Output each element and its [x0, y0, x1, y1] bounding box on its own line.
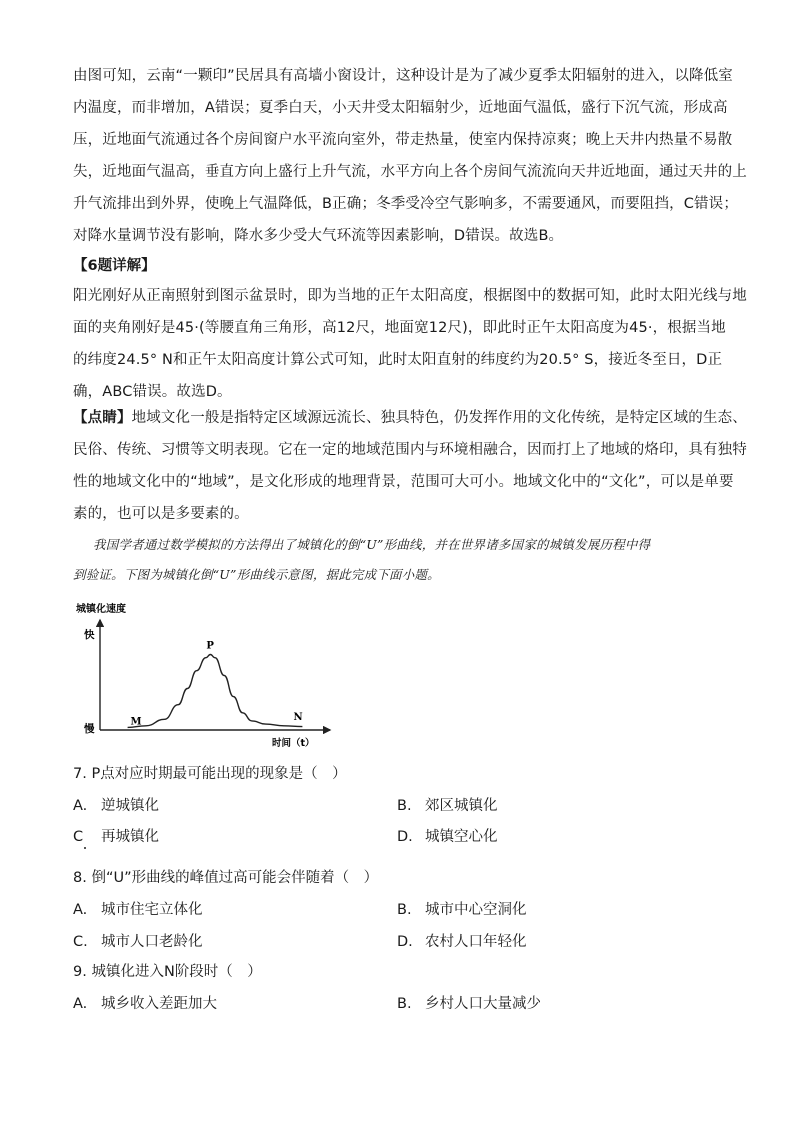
y-axis-label: 城镇化速度	[76, 604, 126, 615]
q6-header: 【6题详解】	[73, 258, 156, 274]
text-line: 升气流排出到外界，使晚上气温降低，B正确；冬季受冷空气影响多，不需要通风，而要阻挡，C错误；	[73, 196, 738, 212]
text-line: 素的，也可以是多要素的。	[73, 506, 249, 522]
key-point	[73, 402, 747, 530]
y-tick-slow: 慢	[84, 723, 95, 735]
q7-option-c[interactable]	[73, 826, 159, 848]
text-line: 阳光刚好从正南照射到图示盆景时，即为当地的正午太阳高度，根据图中的数据可知，此时太阳光线与地	[73, 288, 747, 304]
urbanization-curve-chart	[72, 598, 342, 753]
q6-explanation	[73, 280, 747, 408]
key-point-first-line: 地域文化一般是指特定区域源远流长、独具特色，仍发挥作用的文化传统，是特定区域的生态、	[131, 410, 747, 426]
option-letter: B.	[397, 798, 412, 814]
x-axis-label: 时间（t）	[272, 738, 315, 749]
text-line: 由图可知，云南“一颗印”民居具有高墙小窗设计，这种设计是为了减少夏季太阳辐射的进入，以降低室	[73, 68, 733, 84]
q8-option-b[interactable]	[397, 899, 527, 921]
option-letter: A.	[73, 996, 88, 1012]
option-text: 再城镇化	[101, 829, 159, 845]
q8-option-a[interactable]	[73, 899, 203, 921]
option-text: 乡村人口大量减少	[425, 996, 541, 1012]
option-text: 城镇空心化	[425, 829, 498, 845]
option-text: 城市中心空洞化	[425, 902, 527, 918]
point-label-m: M	[130, 716, 142, 728]
point-label-n: N	[293, 712, 303, 724]
q7-option-a[interactable]	[73, 795, 159, 817]
key-point-tag: 【点睛】	[73, 410, 132, 426]
text-line: 的纬度24.5° N和正午太阳高度计算公式可知，此时太阳直射的纬度约为20.5° S，接近冬至日，D正	[73, 352, 723, 368]
option-text: 逆城镇化	[101, 798, 159, 814]
text-line: 到验证。下图为城镇化倒“U”形曲线示意图，据此完成下面小题。	[73, 567, 440, 582]
text-line: 内温度，而非增加，A错误；夏季白天，小天井受太阳辐射少，近地面气温低，盛行下沉气流，形成高	[73, 100, 728, 116]
y-tick-fast: 快	[84, 629, 95, 641]
q9-option-a[interactable]	[73, 993, 217, 1015]
text-line: 确，ABC错误。故选D。	[73, 384, 232, 400]
q7-option-b[interactable]	[397, 795, 498, 817]
q8-option-c[interactable]	[73, 931, 203, 953]
question-intro	[73, 530, 723, 590]
option-letter: C.	[73, 934, 88, 950]
option-letter: C	[73, 829, 84, 845]
text-line	[73, 402, 747, 434]
text-line: 面的夹角刚好是45·(等腰直角三角形，高12尺，地面宽12尺)，即此时正午太阳高度为45·，根据当地	[73, 320, 726, 336]
urbanization-curve	[128, 655, 303, 728]
text-line: 压，近地面气流通过各个房间窗户水平流向室外，带走热量，使室内保持凉爽；晚上天井内热量不易散	[73, 132, 733, 148]
q7-stem: 7. P点对应时期最可能出现的现象是（ ）	[73, 766, 347, 782]
q5-explanation	[73, 60, 747, 252]
text-line: 对降水量调节没有影响，降水多少受大气环流等因素影响，D错误。故选B。	[73, 228, 564, 244]
option-letter: D.	[397, 934, 413, 950]
option-letter: B.	[397, 996, 412, 1012]
option-letter: A.	[73, 798, 88, 814]
stray-mark	[84, 847, 86, 849]
option-letter: A.	[73, 902, 88, 918]
option-text: 城乡收入差距加大	[101, 996, 217, 1012]
q7-option-d[interactable]	[397, 826, 498, 848]
q8-option-d[interactable]	[397, 931, 527, 953]
point-label-p: P	[206, 640, 214, 652]
text-line: 失，近地面气温高，垂直方向上盛行上升气流，水平方向上各个房间气流流向天井近地面，通过天井的上	[73, 164, 747, 180]
q9-stem: 9. 城镇化进入N阶段时（ ）	[73, 964, 262, 980]
chart-svg	[72, 598, 342, 753]
option-text: 城市人口老龄化	[101, 934, 203, 950]
text-line: 性的地域文化中的“地域”，是文化形成的地理背景，范围可大可小。地域文化中的“文化”，可以是单要	[73, 474, 734, 490]
option-text: 农村人口年轻化	[425, 934, 527, 950]
q8-stem: 8. 倒“U”形曲线的峰值过高可能会伴随着（ ）	[73, 870, 379, 886]
option-text: 郊区城镇化	[425, 798, 498, 814]
option-letter: B.	[397, 902, 412, 918]
text-line: 民俗、传统、习惯等文明表现。它在一定的地域范围内与环境相融合，因而打上了地域的烙印，具有独特	[73, 442, 747, 458]
option-letter: D.	[397, 829, 413, 845]
text-line: 我国学者通过数学模拟的方法得出了城镇化的倒“U”形曲线，并在世界诸多国家的城镇发展历程中得	[93, 537, 651, 552]
option-text: 城市住宅立体化	[101, 902, 203, 918]
q9-option-b[interactable]	[397, 993, 541, 1015]
